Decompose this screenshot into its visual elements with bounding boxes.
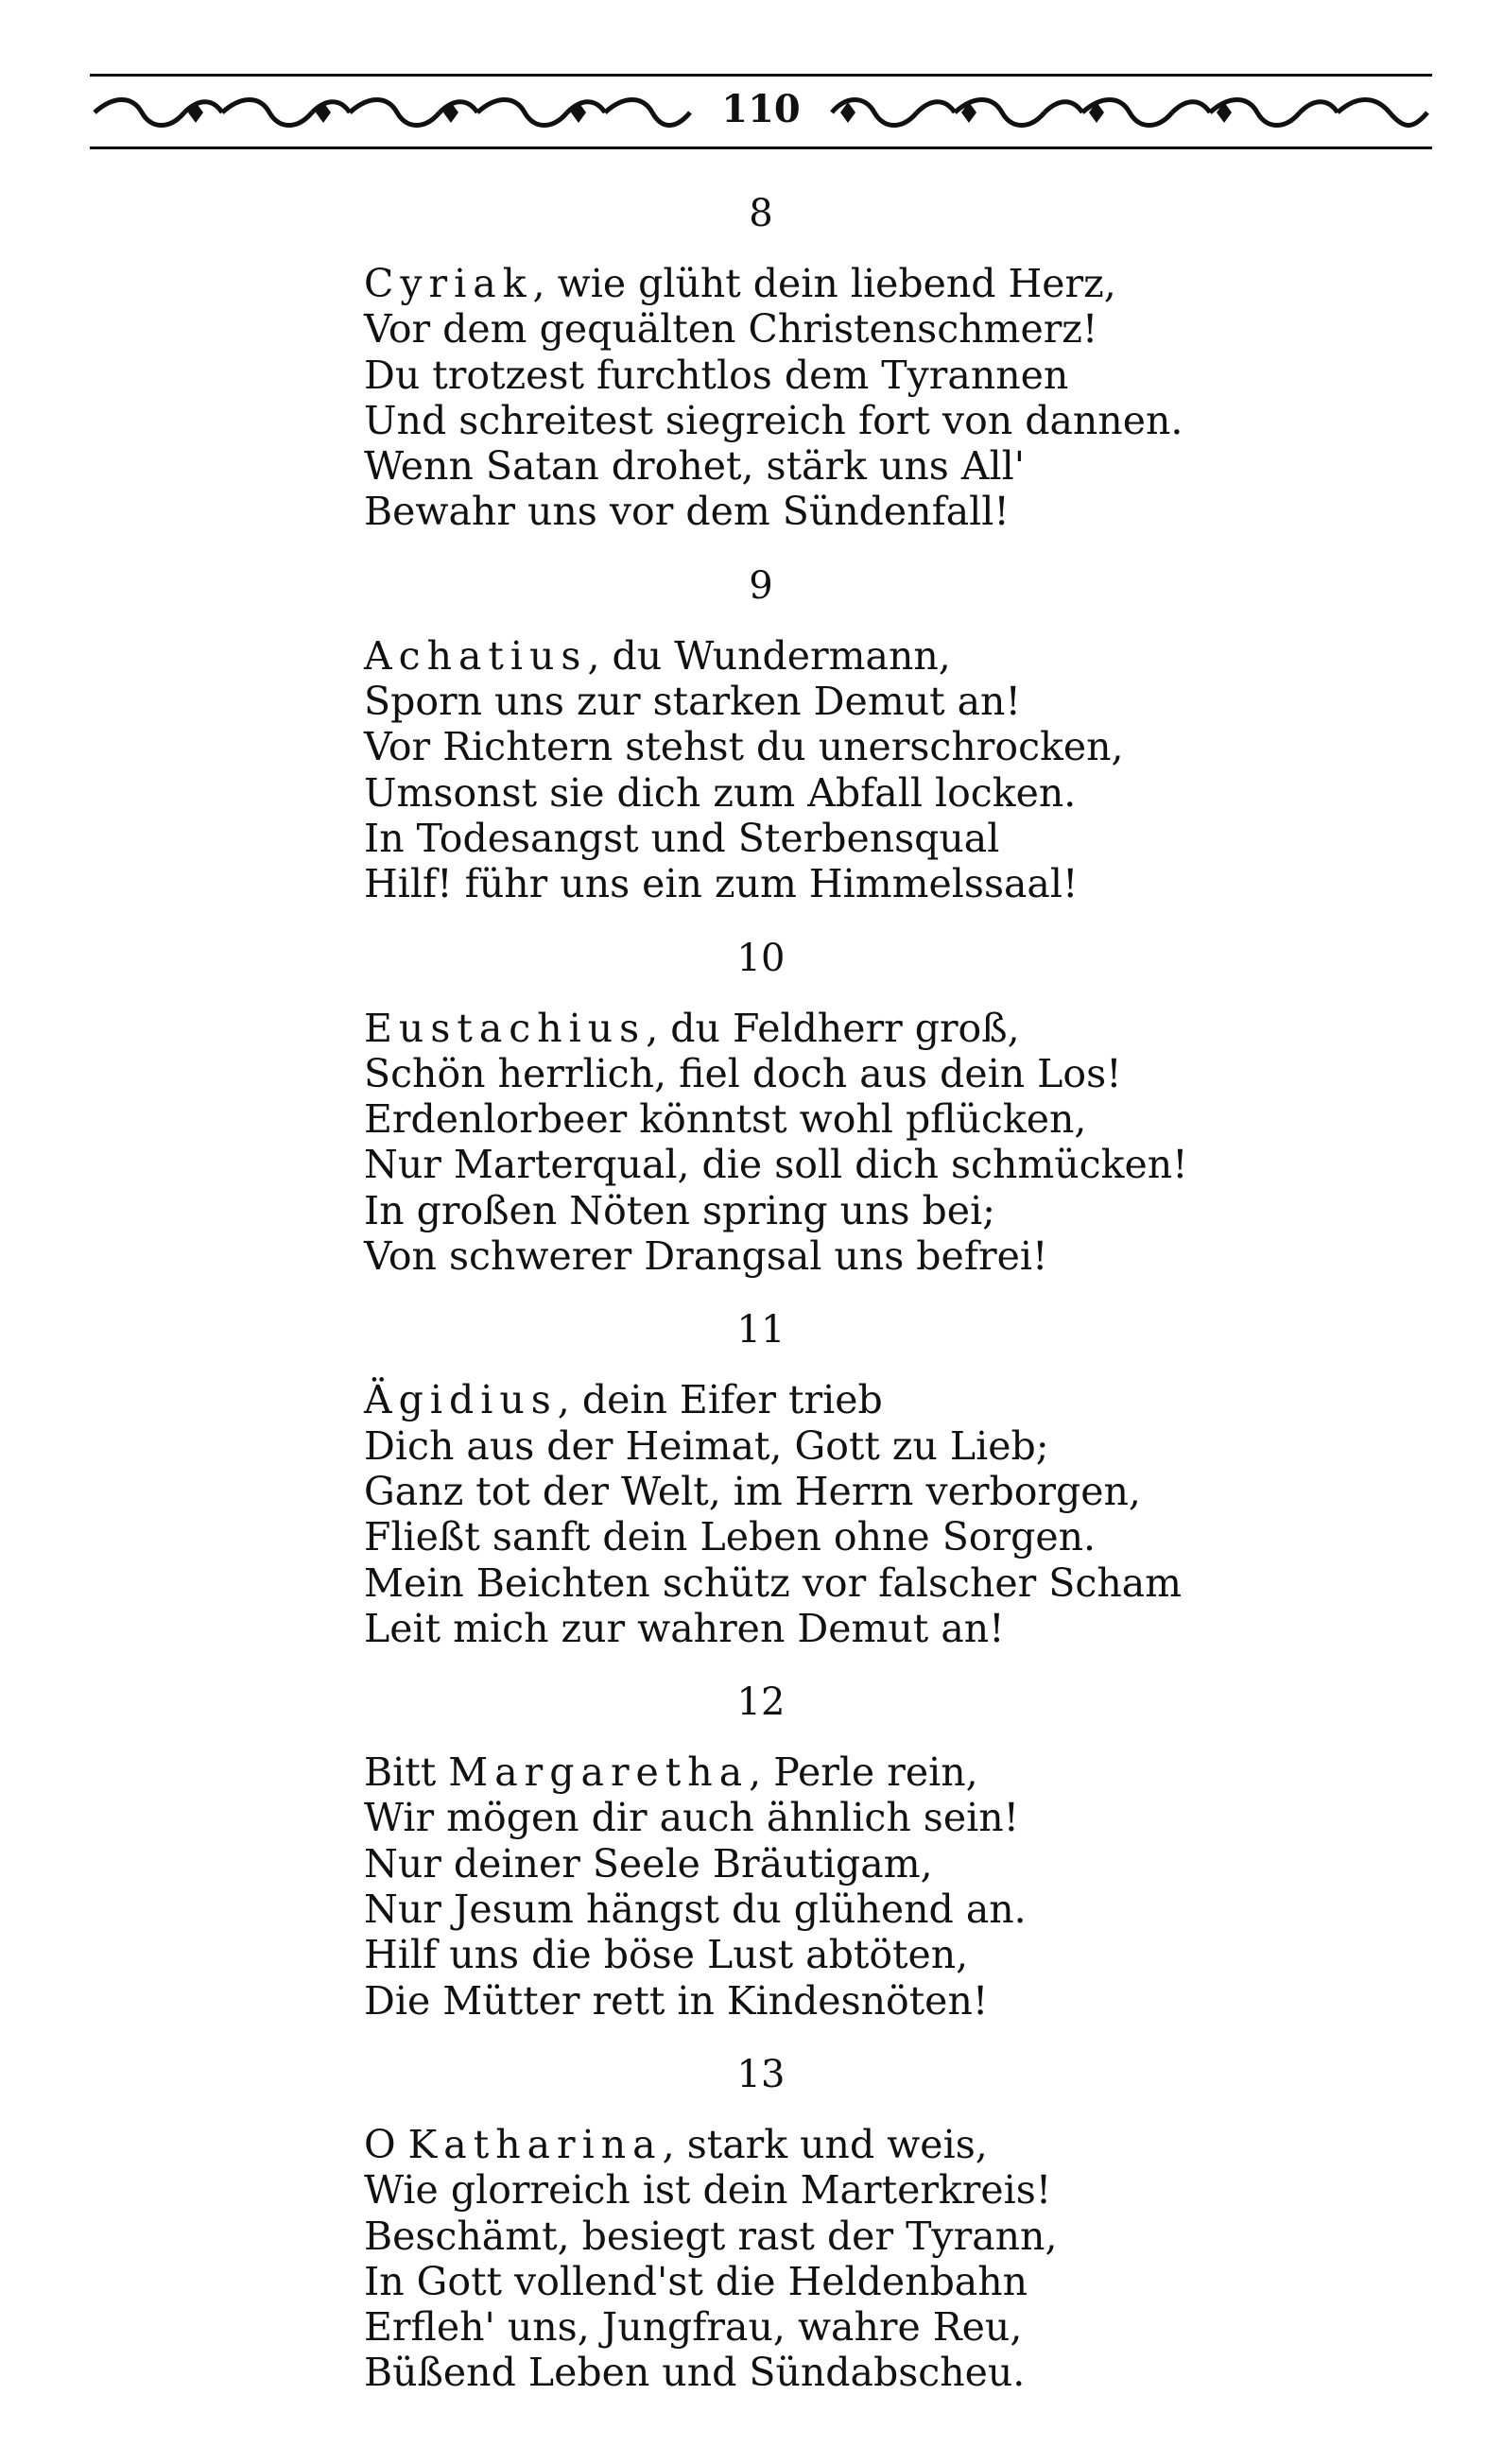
verse-line: Erfleh' uns, Jungfrau, wahre Reu, (364, 2304, 1023, 2351)
verse-line: Umsonst sie dich zum Abfall locken. (364, 769, 1077, 816)
verse-line: Bewahr uns vor dem Sündenfall! (364, 489, 1010, 535)
verse-text: , du Wundermann, (587, 632, 951, 679)
verse-line (364, 633, 1309, 679)
verse-line: Büßend Leben und Sündabscheu. (364, 2350, 1026, 2396)
stanza (364, 2050, 1309, 2396)
verse-line: Nur deiner Seele Bräutigam, (364, 1840, 933, 1887)
stanza-number: 10 (736, 936, 786, 980)
verse-line: Wir mögen dir auch ähnlich sein! (364, 1795, 1020, 1841)
verse-line: Wie glorreich ist dein Marterkreis! (364, 2167, 1052, 2214)
stanza-number: 9 (749, 563, 773, 608)
verse-line: Sporn uns zur starken Demut an! (364, 679, 1021, 725)
verse-line: Vor dem gequälten Christenschmerz! (364, 306, 1098, 353)
saint-name: Katharina (407, 2121, 663, 2167)
page-header (90, 74, 1432, 149)
stanza-number: 13 (736, 2052, 786, 2096)
verse-text: Bitt (364, 1749, 449, 1796)
verse-text: , wie glüht dein liebend Herz, (532, 261, 1116, 306)
ornament-border-right (827, 91, 1432, 134)
saint-name: Achatius (364, 632, 588, 679)
verse-line: Leit mich zur wahren Demut an! (364, 1605, 1005, 1651)
verse-text: , dein Eifer trieb (557, 1377, 883, 1423)
stanza-number: 11 (736, 1308, 786, 1353)
verse-line: Schön herrlich, fiel doch aus dein Los! (364, 1050, 1122, 1096)
saint-name: Cyriak (364, 261, 533, 306)
saint-name: Eustachius (364, 1005, 647, 1051)
verse-line (364, 1377, 1309, 1422)
verse-line: In Gott vollend'st die Heldenbahn (364, 2258, 1028, 2304)
stanza-number: 8 (749, 192, 773, 235)
verse-text: , stark und weis, (662, 2121, 988, 2167)
verse-text: , du Feldherr groß, (646, 1005, 1020, 1051)
stanza (364, 1305, 1309, 1651)
stanza (364, 561, 1309, 907)
verse-line: Nur Jesum hängst du glühend an. (364, 1887, 1027, 1933)
saint-name: Margaretha (448, 1749, 750, 1796)
stanza (364, 189, 1309, 535)
verse-line: Wenn Satan drohet, stärk uns All' (364, 443, 1025, 490)
verse-line: In großen Nöten spring uns bei; (364, 1187, 995, 1233)
header-rule-bottom (90, 146, 1432, 149)
verse-line: Fließt sanft dein Leben ohne Sorgen. (364, 1514, 1097, 1560)
poem-content (364, 189, 1309, 2422)
verse-text: O (364, 2121, 408, 2167)
stanza (364, 934, 1309, 1280)
verse-line (364, 261, 1309, 306)
stanza (364, 1678, 1309, 2024)
verse-line: Erdenlorbeer könntst wohl pflücken, (364, 1096, 1087, 1143)
verse-line (364, 1749, 1309, 1795)
stanza-number: 12 (736, 1680, 786, 1725)
verse-text: , Perle rein, (749, 1749, 978, 1796)
page-number: 110 (721, 87, 801, 131)
verse-line: Beschämt, besiegt rast der Tyrann, (364, 2213, 1058, 2259)
verse-line: Nur Marterqual, die soll dich schmücken! (364, 1142, 1188, 1188)
verse-line: Mein Beichten schütz vor falscher Scham (364, 1559, 1183, 1606)
verse-line: In Todesangst und Sterbensqual (364, 815, 1000, 861)
header-rule-top (90, 74, 1432, 77)
verse-line (364, 1006, 1309, 1051)
verse-line: Hilf uns die böse Lust abtöten, (364, 1932, 969, 1978)
verse-line: Du trotzest furchtlos dem Tyrannen (364, 352, 1069, 398)
verse-line: Dich aus der Heimat, Gott zu Lieb; (364, 1422, 1049, 1469)
verse-line: Die Mütter rett in Kindesnöten! (364, 1977, 989, 2024)
verse-line: Von schwerer Drangsal uns befrei! (364, 1233, 1048, 1280)
verse-line (364, 2122, 1309, 2167)
verse-line: Vor Richtern stehst du unerschrocken, (364, 724, 1124, 770)
verse-line: Und schreitest siegreich fort von dannen. (364, 397, 1183, 443)
verse-line: Ganz tot der Welt, im Herrn verborgen, (364, 1468, 1141, 1514)
verse-line: Hilf! führ uns ein zum Himmelssaal! (364, 861, 1079, 907)
saint-name: Ägidius (364, 1377, 558, 1423)
